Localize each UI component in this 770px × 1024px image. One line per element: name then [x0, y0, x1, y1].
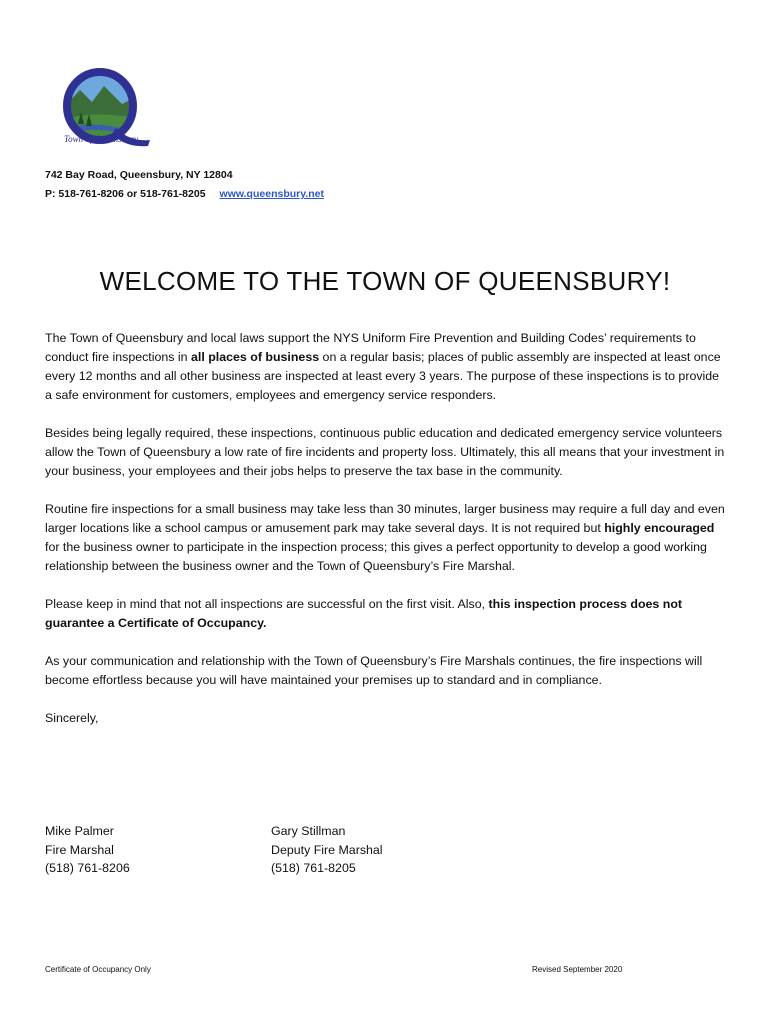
p3-text-a: Routine fire inspections for a small business may take less than 30 minutes, larger business may require a full day and even larger locations like a school campus or amusement park may take several days. It is not required but — [45, 502, 725, 535]
website-link[interactable]: www.queensbury.net — [219, 188, 324, 200]
footer-left: Certificate of Occupancy Only — [45, 965, 151, 974]
signer-name: Gary Stillman — [271, 824, 346, 838]
address-block — [45, 166, 324, 204]
paragraph-2: Besides being legally required, these inspections, continuous public education and dedicated emergency service volunteers allow the Town of Queensbury a low rate of fire incidents and property loss. Ultimately, this all means that your investment in your business, your employees and their jobs helps to preserve the tax base in the community. — [45, 426, 725, 478]
p3-text-c: for the business owner to participate in the inspection process; this gives a perfect opportunity to develop a good working relationship between the business owner and the Town of Queensbury’s Fire Marshal. — [45, 540, 707, 573]
signer-title: Fire Marshal — [45, 842, 114, 857]
signer-name: Mike Palmer — [45, 824, 114, 838]
paragraph-1 — [45, 329, 725, 405]
p4-bold: this inspection process does not guarantee a Certificate of Occupancy. — [45, 597, 683, 630]
phone-numbers: P: 518-761-8206 or 518-761-8205 — [45, 188, 206, 200]
signer-title: Deputy Fire Marshal — [271, 842, 383, 857]
signer-phone: (518) 761-8205 — [271, 861, 356, 875]
closing: Sincerely, — [45, 711, 99, 725]
footer-right: Revised September 2020 — [532, 965, 623, 974]
page-title: WELCOME TO THE TOWN OF QUEENSBURY! — [99, 266, 671, 296]
signature-2 — [271, 822, 383, 878]
phone-line — [45, 185, 324, 204]
p4-text-a: Please keep in mind that not all inspections are successful on the first visit. Also, — [45, 597, 489, 611]
street-address: 742 Bay Road, Queensbury, NY 12804 — [45, 169, 233, 181]
signature-1 — [45, 822, 130, 878]
p1-bold: all places of business — [191, 350, 320, 364]
paragraph-5: As your communication and relationship with the Town of Queensbury’s Fire Marshals continues, the fire inspections will become effortless because you will have maintained your premises up to standard and in compliance. — [45, 654, 703, 687]
p3-bold: highly encouraged — [604, 521, 715, 535]
paragraph-4 — [45, 595, 725, 633]
p1-text-c: on a regular basis; places of public assembly are inspected at least once every 12 months and all other business are inspected at least every 3 years. The purpose of these inspections is to provide a safe environment for customers, employees and emergency service responders. — [45, 350, 721, 402]
signer-phone: (518) 761-8206 — [45, 861, 130, 875]
letter-body — [45, 329, 725, 747]
p1-text-a: The Town of Queensbury and local laws support the NYS Uniform Fire Prevention and Building Codes’ requirements to conduct fire inspections in — [45, 331, 696, 364]
paragraph-3 — [45, 500, 725, 576]
logo-caption: Town of Queensbury — [64, 134, 139, 144]
